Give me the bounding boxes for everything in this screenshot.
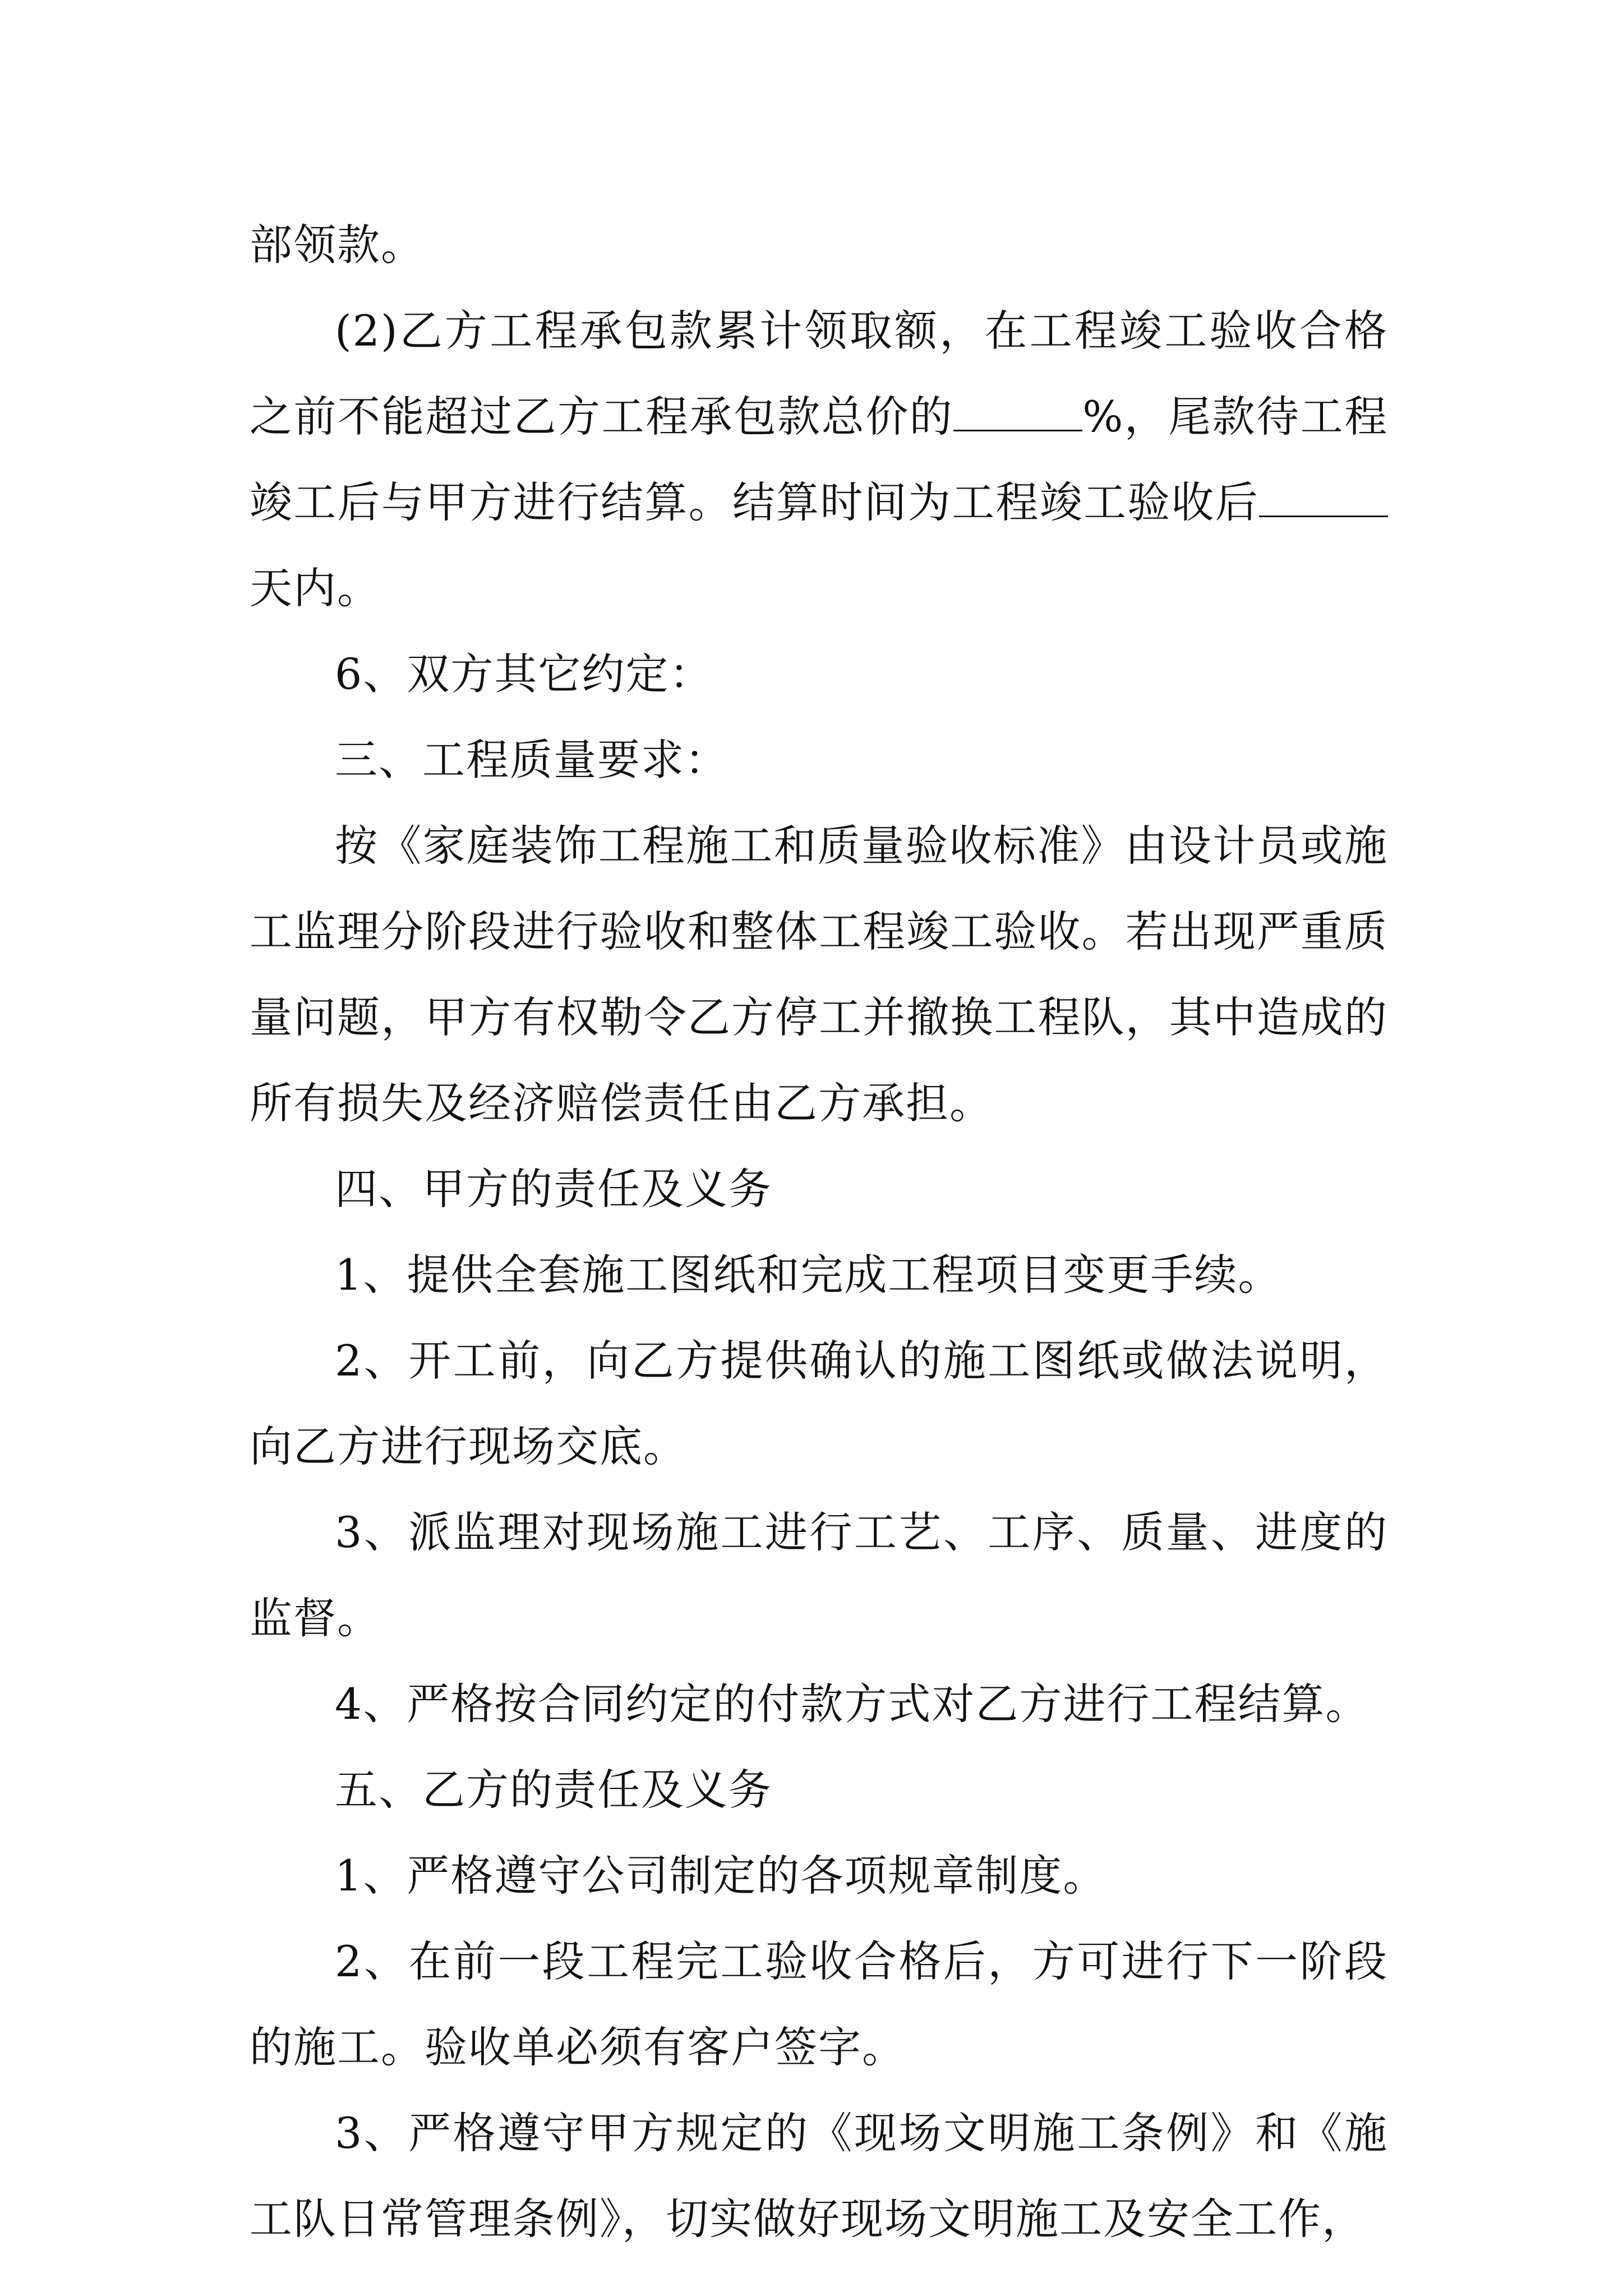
payment-limit-text-3: 天内。	[250, 563, 381, 613]
paragraph-party-b-duty-1: 1、严格遵守公司制定的各项规章制度。	[335, 1851, 1107, 1901]
paragraph-party-a-duty-3: 3、派监理对现场施工进行工艺、工序、质量、进度的监督。	[250, 1507, 1388, 1643]
paragraph-party-b-duty-2: 2、在前一段工程完工验收合格后，方可进行下一阶段的施工。验收单必须有客户签字。	[250, 1936, 1388, 2072]
paragraph-quality-standard: 按《家庭装饰工程施工和质量验收标准》由设计员或施工监理分阶段进行验收和整体工程竣工验收。若出现严重质量问题，甲方有权勒令乙方停工并撤换工程队，其中造成的所有损失及经济赔偿责任由乙方承担。	[250, 821, 1388, 1128]
heading-party-a-duties: 四、甲方的责任及义务	[335, 1164, 772, 1214]
days-blank	[1259, 481, 1388, 517]
paragraph-party-b-duty-3: 3、严格遵守甲方规定的《现场文明施工条例》和《施工队日常管理条例》，切实做好现场文明施工及安全工作，	[250, 2108, 1388, 2244]
paragraph-payment-continuation: 部领款。	[250, 220, 425, 270]
paragraph-party-a-duty-4: 4、严格按合同约定的付款方式对乙方进行工程结算。	[335, 1679, 1370, 1729]
paragraph-payment-limit	[250, 288, 1388, 631]
paragraph-other-agreements: 6、双方其它约定：	[335, 649, 713, 699]
paragraph-party-a-duty-2: 2、开工前，向乙方提供确认的施工图纸或做法说明，向乙方进行现场交底。	[250, 1336, 1388, 1471]
document-body	[250, 202, 1388, 2262]
percentage-blank	[953, 395, 1082, 431]
payment-limit-text-2: %，尾款待工程竣工后与甲方进行结算。结算时间为工程竣工验收后	[250, 392, 1389, 527]
heading-party-b-duties: 五、乙方的责任及义务	[335, 1765, 772, 1815]
heading-quality-requirements: 三、工程质量要求：	[335, 735, 728, 785]
paragraph-party-a-duty-1: 1、提供全套施工图纸和完成工程项目变更手续。	[335, 1250, 1282, 1300]
payment-limit-text-1: (2)乙方工程承包款累计领取额，在工程竣工验收合格之前不能超过乙方工程承包款总价的	[250, 306, 1388, 441]
